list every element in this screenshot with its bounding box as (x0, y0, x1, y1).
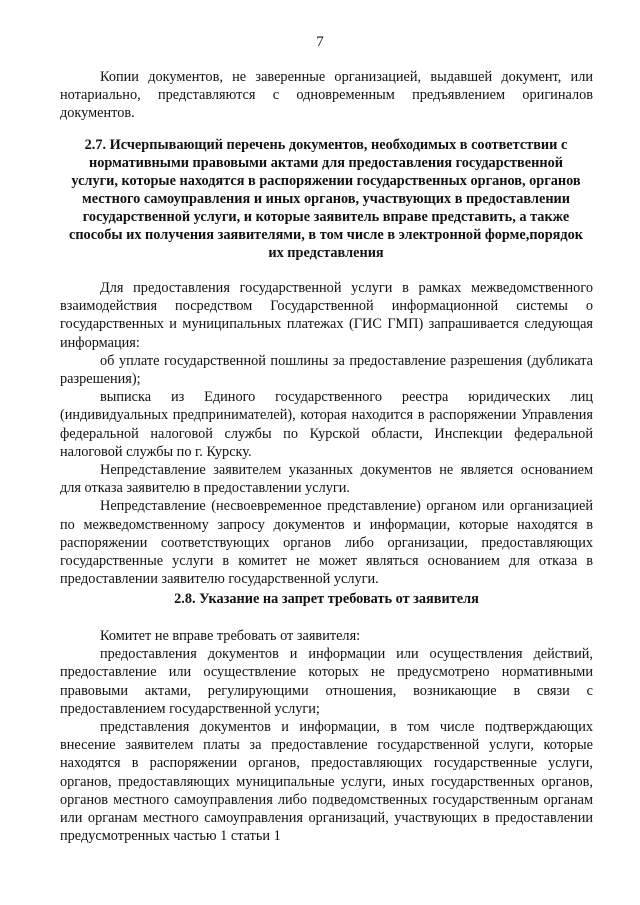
section-2-8-paragraph-2: предоставления документов и информации или осуществления действий, предоставление или осуществление которых не предусмотрено нормативными правовыми актами, регулирующими отношения, возникающие в связи с предоставлением государственной услуги; (60, 646, 593, 717)
section-2-7-body (60, 279, 593, 588)
section-2-7-paragraph-3: выписка из Единого государственного реестра юридических лиц (индивидуальных предпринимателей), которая находится в распоряжении Управления федеральной налоговой службы по Курской области, Инспекции федеральной налоговой службы по г. Курску. (60, 389, 593, 460)
section-2-7-paragraph-5: Непредставление (несвоевременное представление) органом или организацией по межведомственному запросу документов и информации, которые находятся в распоряжении соответствующих органов либо организации, предоставляющих государственные услуги в комитет не может являться основанием для отказа в предоставлении заявителю государственной услуги. (60, 498, 593, 588)
intro-paragraph: Копии документов, не заверенные организацией, выдавшей документ, или нотариально, представляются с одновременным предъявлением оригиналов документов. (60, 69, 593, 122)
intro-block (60, 68, 593, 123)
section-2-7-paragraph-2: об уплате государственной пошлины за предоставление разрешения (дубликата разрешения); (60, 352, 593, 388)
section-2-8-body (60, 627, 593, 845)
section-2-7-heading-block (66, 136, 586, 262)
section-2-8-heading: 2.8. Указание на запрет требовать от заявителя (174, 591, 479, 607)
section-2-8-paragraph-1: Комитет не вправе требовать от заявителя: (100, 628, 361, 644)
section-2-7-paragraph-4: Непредставление заявителем указанных документов не является основанием для отказа заявителю в предоставлении услуги. (60, 462, 593, 497)
section-2-7-paragraph-1: Для предоставления государственной услуги в рамках межведомственного взаимодействия посредством Государственной информационной системы о государственных и муниципальных платежах (ГИС ГМП) запрашивается следующая информация: (60, 280, 593, 351)
section-2-7-heading: 2.7. Исчерпывающий перечень документов, необходимых в соответствии с нормативными правовыми актами для предоставления государственной услуги, которые находятся в распоряжении государственных органов, органов местного самоуправления и иных органов, участвующих в предоставлении государственной услуги, и которые заявитель вправе представить, а также способы их получения заявителями, в том числе в электронной форме,порядок их представления (68, 137, 584, 261)
page-number: 7 (316, 34, 324, 50)
section-2-8-heading-block (60, 590, 593, 608)
section-2-8-paragraph-3: представления документов и информации, в том числе подтверждающих внесение заявителем платы за предоставление государственной услуги, которые находятся в распоряжении органов, предоставляющих государственные услуги, органов, предоставляющих муниципальные услуги, иных государственных органов, органов местного самоуправления либо подведомственных государственным органам или органам местного самоуправления организаций, участвующих в предоставлении предусмотренных частью 1 статьи 1 (60, 719, 593, 845)
